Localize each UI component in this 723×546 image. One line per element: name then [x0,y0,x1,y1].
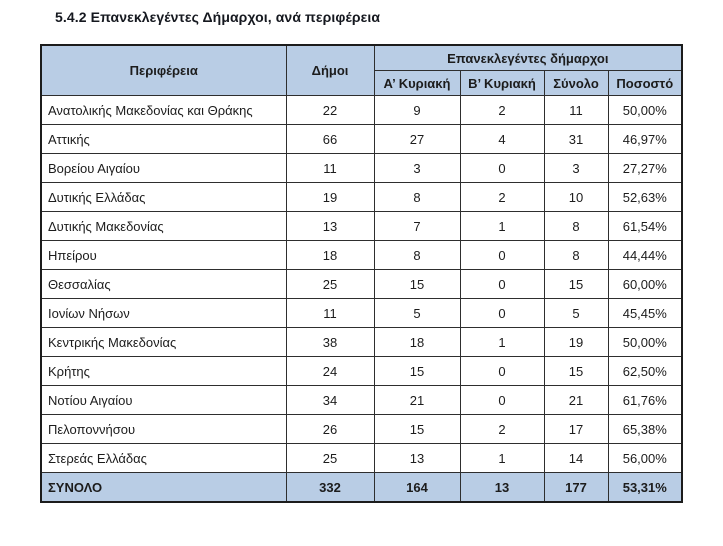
region-cell: Βορείου Αιγαίου [41,154,286,183]
table-row [41,212,682,241]
value-cell: 27,27% [608,154,682,183]
table-row [41,415,682,444]
col-header-region: Περιφέρεια [41,45,286,96]
value-cell: 15 [374,357,460,386]
value-cell: 61,76% [608,386,682,415]
value-cell: 50,00% [608,328,682,357]
value-cell: 21 [544,386,608,415]
value-cell: 9 [374,96,460,125]
value-cell: 18 [374,328,460,357]
value-cell: 17 [544,415,608,444]
col-header-second-sunday: Β’ Κυριακή [460,71,544,96]
value-cell: 11 [286,299,374,328]
value-cell: 52,63% [608,183,682,212]
value-cell: 38 [286,328,374,357]
value-cell: 24 [286,357,374,386]
value-cell: 8 [374,241,460,270]
value-cell: 14 [544,444,608,473]
value-cell: 5 [544,299,608,328]
table-row [41,386,682,415]
value-cell: 15 [374,415,460,444]
section-title: 5.4.2 Επανεκλεγέντες Δήμαρχοι, ανά περιφέρεια [55,9,381,25]
total-total: 177 [544,473,608,503]
value-cell: 13 [286,212,374,241]
value-cell: 44,44% [608,241,682,270]
region-cell: Πελοποννήσου [41,415,286,444]
value-cell: 2 [460,183,544,212]
value-cell: 19 [544,328,608,357]
value-cell: 25 [286,270,374,299]
table-row [41,444,682,473]
value-cell: 8 [374,183,460,212]
value-cell: 46,97% [608,125,682,154]
table-row [41,270,682,299]
value-cell: 31 [544,125,608,154]
col-header-percentage: Ποσοστό [608,71,682,96]
value-cell: 3 [544,154,608,183]
value-cell: 15 [544,357,608,386]
value-cell: 65,38% [608,415,682,444]
value-cell: 19 [286,183,374,212]
mayors-by-region-table [40,44,683,503]
value-cell: 0 [460,357,544,386]
value-cell: 26 [286,415,374,444]
value-cell: 1 [460,212,544,241]
value-cell: 2 [460,415,544,444]
value-cell: 2 [460,96,544,125]
region-cell: Κρήτης [41,357,286,386]
table-row [41,154,682,183]
value-cell: 0 [460,386,544,415]
region-cell: Ανατολικής Μακεδονίας και Θράκης [41,96,286,125]
value-cell: 18 [286,241,374,270]
value-cell: 4 [460,125,544,154]
total-label: ΣΥΝΟΛΟ [41,473,286,503]
region-cell: Νοτίου Αιγαίου [41,386,286,415]
region-cell: Ιονίων Νήσων [41,299,286,328]
value-cell: 1 [460,444,544,473]
value-cell: 13 [374,444,460,473]
region-cell: Κεντρικής Μακεδονίας [41,328,286,357]
value-cell: 15 [544,270,608,299]
table-header [41,45,682,96]
value-cell: 8 [544,212,608,241]
col-header-municipalities: Δήμοι [286,45,374,96]
col-header-first-sunday: Α’ Κυριακή [374,71,460,96]
value-cell: 22 [286,96,374,125]
value-cell: 0 [460,270,544,299]
table-row [41,96,682,125]
region-cell: Αττικής [41,125,286,154]
value-cell: 5 [374,299,460,328]
total-second-sunday: 13 [460,473,544,503]
total-municipalities: 332 [286,473,374,503]
value-cell: 25 [286,444,374,473]
value-cell: 0 [460,299,544,328]
region-cell: Ηπείρου [41,241,286,270]
value-cell: 10 [544,183,608,212]
table-footer [41,473,682,503]
region-cell: Δυτικής Μακεδονίας [41,212,286,241]
value-cell: 8 [544,241,608,270]
value-cell: 0 [460,154,544,183]
value-cell: 11 [544,96,608,125]
value-cell: 15 [374,270,460,299]
value-cell: 11 [286,154,374,183]
region-cell: Θεσσαλίας [41,270,286,299]
value-cell: 27 [374,125,460,154]
table-row [41,328,682,357]
value-cell: 50,00% [608,96,682,125]
value-cell: 66 [286,125,374,154]
table-row [41,357,682,386]
header-row-1 [41,45,682,71]
table-row [41,183,682,212]
value-cell: 0 [460,241,544,270]
region-cell: Δυτικής Ελλάδας [41,183,286,212]
value-cell: 7 [374,212,460,241]
value-cell: 60,00% [608,270,682,299]
table-body [41,96,682,473]
total-percentage: 53,31% [608,473,682,503]
value-cell: 1 [460,328,544,357]
value-cell: 61,54% [608,212,682,241]
value-cell: 21 [374,386,460,415]
col-header-total: Σύνολο [544,71,608,96]
value-cell: 3 [374,154,460,183]
table-row [41,125,682,154]
col-header-group-reelected-mayors: Επανεκλεγέντες δήμαρχοι [374,45,682,71]
total-first-sunday: 164 [374,473,460,503]
table-row [41,241,682,270]
value-cell: 56,00% [608,444,682,473]
value-cell: 34 [286,386,374,415]
value-cell: 62,50% [608,357,682,386]
region-cell: Στερεάς Ελλάδας [41,444,286,473]
value-cell: 45,45% [608,299,682,328]
table-row [41,299,682,328]
total-row [41,473,682,503]
